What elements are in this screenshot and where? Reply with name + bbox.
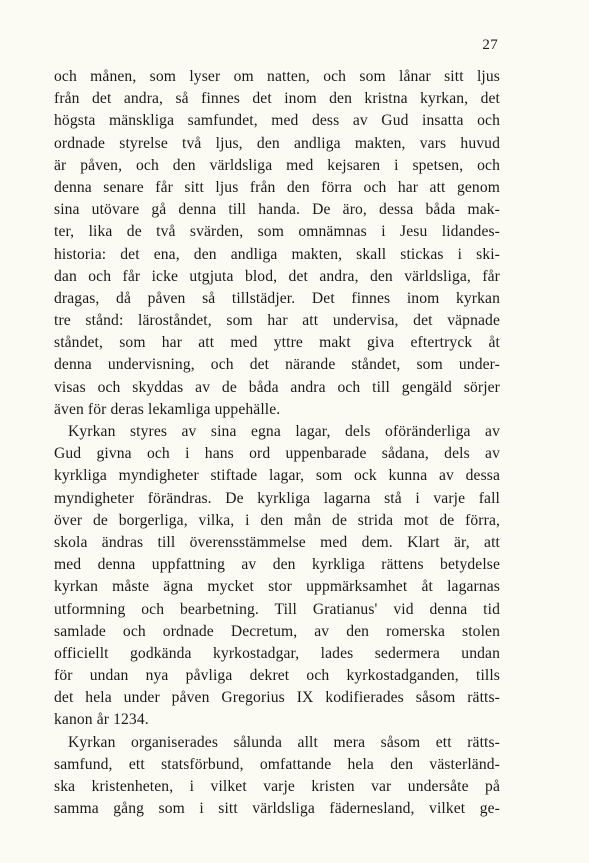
text-line: tre stånd: läroståndet, som har att undervisa, det väpnade <box>54 312 500 330</box>
text-line: med denna uppfattning av den kyrkliga rättens betydelse <box>54 556 500 574</box>
page-number: 27 <box>482 37 498 53</box>
text-line: ter, lika de två svärden, som omnämnas i Jesu lidandes- <box>54 223 500 241</box>
text-line: samfund, ett statsförbund, omfattande hela den västerländ- <box>54 755 500 773</box>
text-line: samlade och ordnade Decretum, av den romerska stolen <box>54 622 500 640</box>
text-line: historia: det ena, den andliga makten, skall stickas i ski- <box>54 245 500 263</box>
text-line: skola ändras till överensstämmelse med dem. Klart är, att <box>54 533 500 551</box>
text-line: kyrkliga myndigheter stiftade lagar, som ock kunna av dessa <box>54 467 500 485</box>
text-line: visas och skyddas av de båda andra och till gengäld sörjer <box>54 378 500 396</box>
text-line: denna undervisning, och det närande ståndet, som under- <box>54 356 500 374</box>
paragraph-2 <box>54 421 500 732</box>
text-line: Kyrkan organiserades sålunda allt mera såsom ett rätts- <box>68 733 500 751</box>
text-line: samma gång som i sitt världsliga fädernesland, vilket ge- <box>54 800 500 818</box>
paragraph-1 <box>54 66 500 421</box>
text-line: för undan nya påvliga dekret och kyrkostadganden, tills <box>54 667 500 685</box>
text-line: ska kristenheten, i vilket varje kristen var undersåte på <box>54 778 500 795</box>
text-line: ståndet, som har att med yttre makt giva eftertryck åt <box>54 334 500 352</box>
text-line: kanon år 1234. <box>54 711 149 729</box>
text-line: dan och får icke utgjuta blod, det andra, den världsliga, får <box>54 267 500 285</box>
body-text <box>54 66 500 820</box>
paragraph-3 <box>54 732 500 821</box>
text-line: från det andra, så finnes det inom den kristna kyrkan, det <box>54 90 500 108</box>
text-line: Kyrkan styres av sina egna lagar, dels oföränderliga av <box>68 423 500 440</box>
text-line: även för deras lekamliga uppehälle. <box>54 400 281 418</box>
text-line: kyrkan måste ägna mycket stor uppmärksamhet åt lagarnas <box>54 578 500 596</box>
text-line: myndigheter förändras. De kyrkliga lagarna stå i varje fall <box>54 489 500 507</box>
text-line: utformning och bearbetning. Till Gratianus' vid denna tid <box>54 600 500 618</box>
text-line: sina utövare gå denna till handa. De äro, dessa båda mak- <box>54 201 500 219</box>
text-line: och månen, som lyser om natten, och som lånar sitt ljus <box>54 68 500 85</box>
text-line: över de borgerliga, vilka, i den mån de strida mot de förra, <box>54 511 500 529</box>
text-line: Gud givna och i hans ord uppenbarade sådana, dels av <box>54 445 500 463</box>
text-line: högsta mänskliga samfundet, med dess av Gud insatta och <box>54 112 500 130</box>
text-line: officiellt godkända kyrkostadgar, lades sedermera undan <box>54 644 500 662</box>
text-line: denna senare får sitt ljus från den förra och har att genom <box>54 178 500 196</box>
text-line: dragas, då påven så tillstädjer. Det finnes inom kyrkan <box>54 289 500 307</box>
text-line: är påven, och den världsliga med kejsaren i spetsen, och <box>54 156 500 174</box>
text-line: det hela under påven Gregorius IX kodifierades såsom rätts- <box>54 689 500 707</box>
text-line: ordnade styrelse två ljus, den andliga makten, vars huvud <box>54 134 500 152</box>
